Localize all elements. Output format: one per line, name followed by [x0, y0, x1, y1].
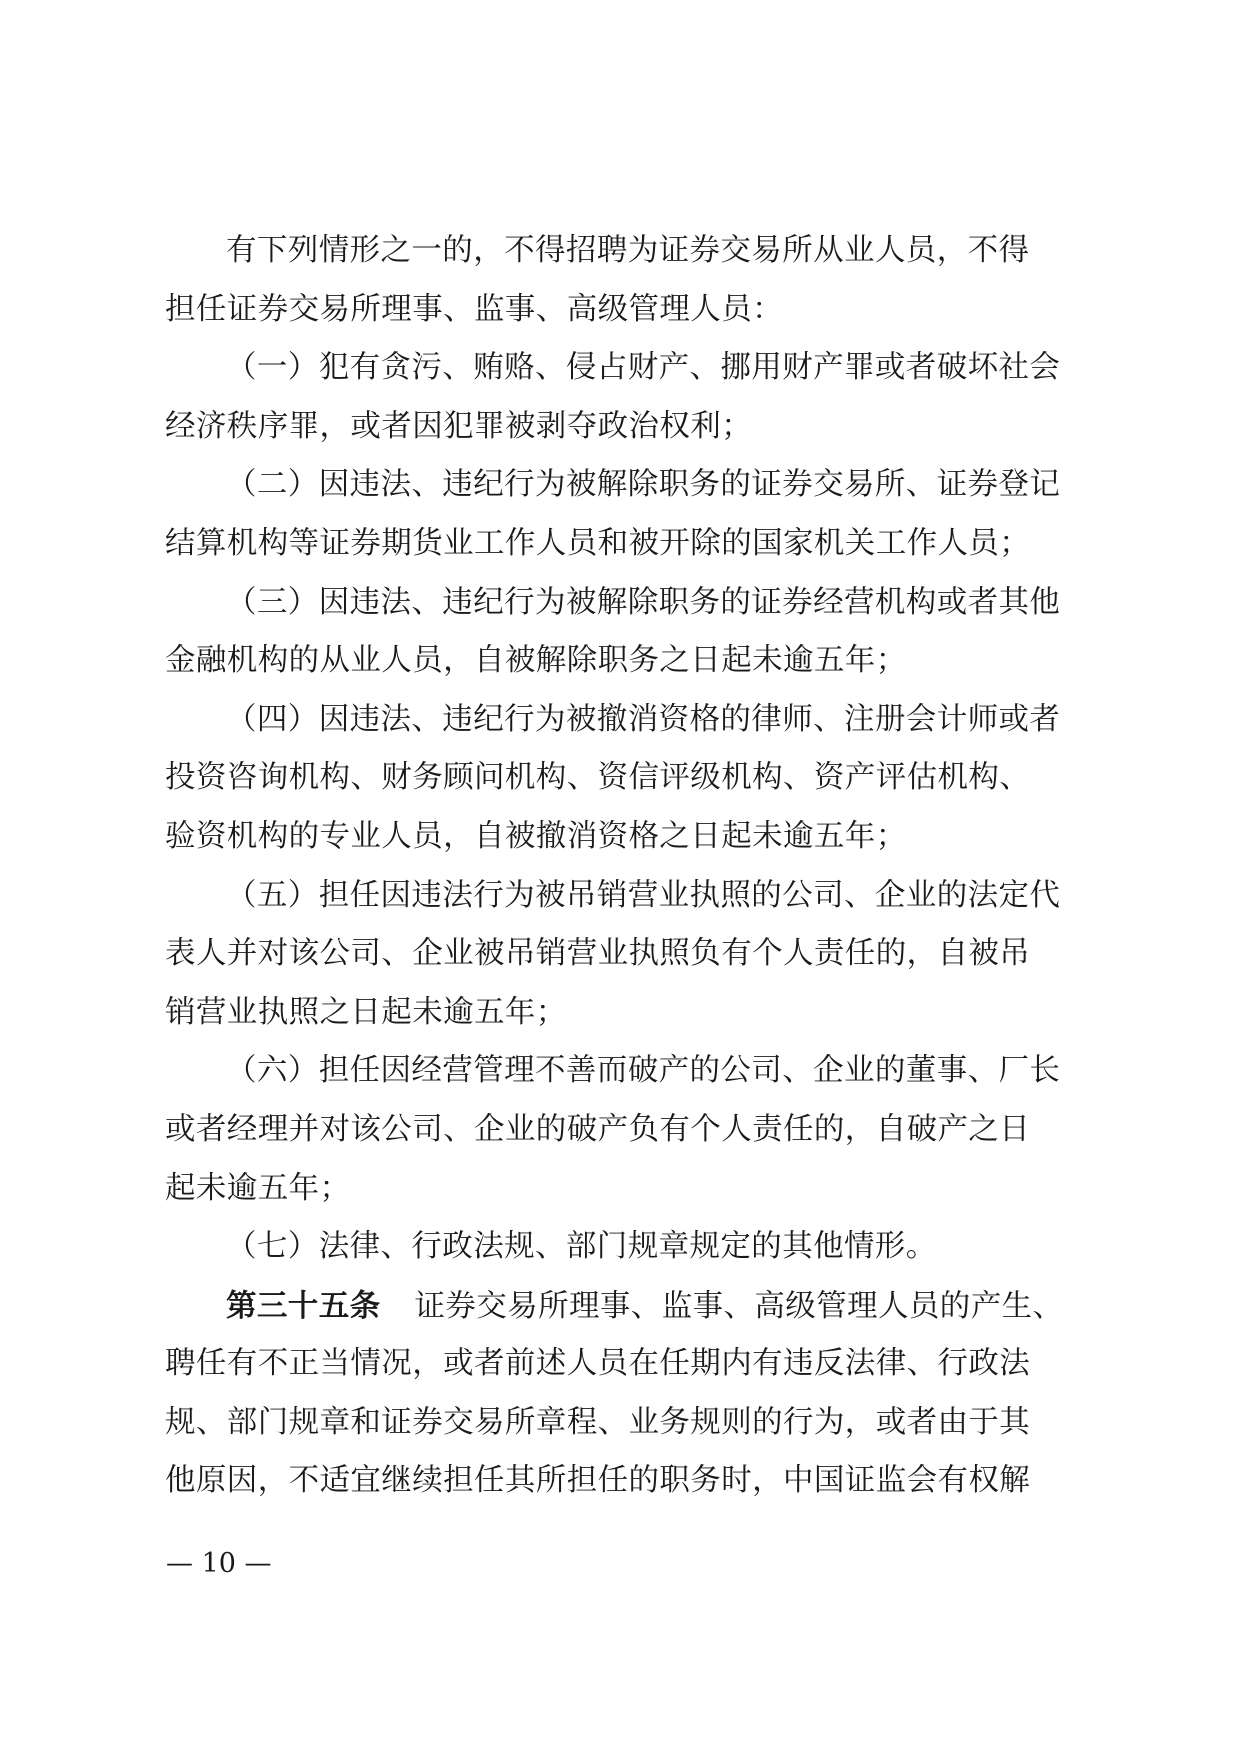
list-item-4-line: （四）因违法、违纪行为被撤消资格的律师、注册会计师或者: [226, 701, 1061, 737]
list-item-4-line: 投资咨询机构、财务顾问机构、资信评级机构、资产评估机构、: [165, 760, 1031, 796]
list-item-6-line: （六）担任因经营管理不善而破产的公司、企业的董事、厂长: [226, 1053, 1061, 1089]
list-item-5-line: 销营业执照之日起未逾五年；: [165, 994, 567, 1030]
list-item-2-line: （二）因违法、违纪行为被解除职务的证券交易所、证券登记: [226, 467, 1061, 503]
list-item-5-line: （五）担任因违法行为被吊销营业执照的公司、企业的法定代: [226, 877, 1061, 913]
document-body: [165, 222, 1075, 1511]
list-item-6-line: 起未逾五年；: [165, 1170, 351, 1206]
list-item-1-line: 经济秩序罪，或者因犯罪被剥夺政治权利；: [165, 408, 753, 444]
page-number: — 10 —: [166, 1548, 272, 1579]
article-35-line: 规、部门规章和证券交易所章程、业务规则的行为，或者由于其: [165, 1404, 1031, 1440]
article-35-first-line: [165, 1277, 1075, 1336]
paragraph-line: 有下列情形之一的，不得招聘为证券交易所从业人员，不得: [226, 233, 1030, 268]
list-item-2-line: 结算机构等证券期货业工作人员和被开除的国家机关工作人员；: [165, 525, 1031, 561]
article-35-line: 他原因，不适宜继续担任其所担任的职务时，中国证监会有权解: [165, 1463, 1031, 1499]
paragraph-line: 担任证券交易所理事、监事、高级管理人员：: [165, 291, 783, 327]
article-35-line: 聘任有不正当情况，或者前述人员在任期内有违反法律、行政法: [165, 1346, 1031, 1382]
article-35-text: 证券交易所理事、监事、高级管理人员的产生、: [414, 1288, 1064, 1324]
list-item-6-line: 或者经理并对该公司、企业的破产负有个人责任的，自破产之日: [165, 1111, 1031, 1147]
list-item-7-line: （七）法律、行政法规、部门规章规定的其他情形。: [226, 1229, 937, 1265]
list-item-1-line: （一）犯有贪污、贿赂、侵占财产、挪用财产罪或者破坏社会: [226, 350, 1061, 386]
list-item-5-line: 表人并对该公司、企业被吊销营业执照负有个人责任的，自被吊: [165, 936, 1031, 972]
list-item-3-line: 金融机构的从业人员，自被解除职务之日起未逾五年；: [165, 643, 907, 679]
article-35-title: 第三十五条: [226, 1287, 381, 1324]
list-item-3-line: （三）因违法、违纪行为被解除职务的证券经营机构或者其他: [226, 584, 1061, 620]
list-item-4-line: 验资机构的专业人员，自被撤消资格之日起未逾五年；: [165, 818, 907, 854]
